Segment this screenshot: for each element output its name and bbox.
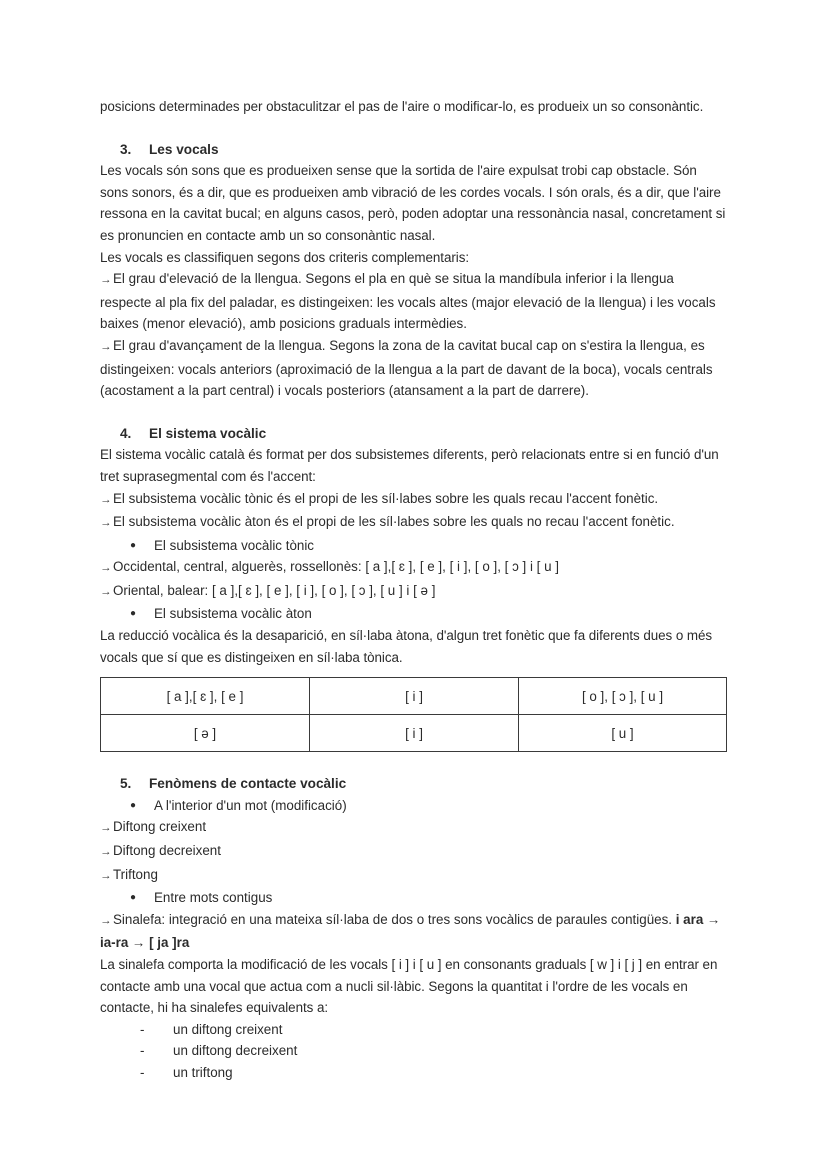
equivalence-text-1: un diftong creixent [173, 1021, 283, 1037]
sinalefa-definition [100, 909, 728, 954]
interior-text-1: Diftong creixent [113, 819, 207, 835]
section-number-3: 3. [120, 141, 132, 157]
section-title-5: Fenòmens de contacte vocàlic [149, 776, 347, 792]
document-body [100, 96, 728, 1084]
arrow-icon: → [100, 517, 112, 530]
arrow-icon: → [100, 869, 112, 882]
arrow-icon: → [100, 274, 112, 287]
spacer [100, 118, 728, 139]
bullet-icon: ● [130, 892, 137, 904]
equivalence-item-1 [100, 1019, 728, 1041]
arrow-icon: → [100, 846, 112, 859]
vowel-reduction-table [100, 677, 727, 752]
spacer [100, 752, 728, 773]
section-3-criteria-intro: Les vocals es classifiquen segons dos criteris complementaris: [100, 249, 470, 265]
arrow-icon: → [100, 585, 112, 598]
equivalence-text-3: un triftong [173, 1064, 233, 1080]
table-cell: [ ə ] [101, 715, 310, 752]
section-number-4: 4. [120, 425, 132, 441]
table-cell: [ i ] [310, 715, 519, 752]
subsystem-item-2 [100, 511, 728, 535]
sinalefa-example: i ara → ia-ra → [ ja ]ra [100, 911, 721, 951]
sinalefa-explanation: La sinalefa comporta la modificació de les vocals [ i ] i [ u ] en consonants graduals [ w ] i [ j ] en entrar en contacte amb una vocal que actua com a nucli sil·làbic. Segons la quantitat i l'ordre de les vocals en contacte, hi ha sinalefes equivalents a: [100, 957, 718, 1016]
bullet-between-words [100, 887, 728, 909]
criterion-text-1: El grau d'elevació de la llengua. Segons el pla en què se situa la mandíbula inferior i la llengua respecte al pla fix del paladar, es distingeixen: les vocals altes (major elevació de la llengua) i les vocals baixes (menor elevació), amb posicions graduals intermèdies. [100, 271, 716, 332]
bullet-tonic-subsystem [100, 535, 728, 557]
bullet-icon: ● [130, 539, 137, 551]
criterion-item-1 [100, 268, 728, 335]
bullet-interior-label: A l'interior d'un mot (modificació) [154, 797, 347, 813]
intro-paragraph: posicions determinades per obstaculitzar el pas de l'aire o modificar-lo, es produeix un so consonàntic. [100, 99, 704, 114]
bullet-icon: ● [130, 799, 137, 811]
section-title-4: El sistema vocàlic [149, 425, 267, 441]
bullet-interior-word [100, 795, 728, 817]
table-row [101, 678, 727, 715]
subsystem-item-1 [100, 488, 728, 512]
interior-item-2 [100, 840, 728, 864]
dialect-text-1: Occidental, central, alguerès, rossellonès: [ a ],[ ɛ ], [ e ], [ i ], [ o ], [ ɔ ] i [ u ] [113, 559, 559, 575]
interior-text-3: Triftong [113, 866, 158, 882]
section-heading-3 [100, 139, 728, 161]
table-cell: [ o ], [ ɔ ], [ u ] [519, 678, 727, 715]
subsystem-text-1: El subsistema vocàlic tònic és el propi de les síl·labes sobre les quals recau l'accent fonètic. [113, 490, 659, 506]
arrow-icon: → [100, 914, 112, 927]
equivalence-item-3 [100, 1062, 728, 1084]
subsystem-text-2: El subsistema vocàlic àton és el propi de les síl·labes sobre les quals no recau l'accent fonètic. [113, 514, 675, 530]
dialect-text-2: Oriental, balear: [ a ],[ ɛ ], [ e ], [ i ], [ o ], [ ɔ ], [ u ] i [ ə ] [113, 582, 436, 598]
dialect-line-1 [100, 556, 728, 580]
section-title-3: Les vocals [149, 141, 219, 157]
section-4-body: El sistema vocàlic català és format per dos subsistemes diferents, però relacionats entre si en funció d'un tret suprasegmental com és l'accent: [100, 447, 719, 484]
table-cell: [ a ],[ ɛ ], [ e ] [101, 678, 310, 715]
bullet-between-label: Entre mots contigus [154, 890, 273, 906]
dash-icon: - [140, 1043, 145, 1059]
bullet-tonic-label: El subsistema vocàlic tònic [154, 537, 315, 553]
sinalefa-text: Sinalefa: integració en una mateixa síl·laba de dos o tres sons vocàlics de paraules contigües. [113, 911, 676, 927]
bullet-aton-label: El subsistema vocàlic àton [154, 606, 312, 622]
equivalence-text-2: un diftong decreixent [173, 1043, 298, 1059]
table-cell: [ u ] [519, 715, 727, 752]
arrow-icon: → [100, 822, 112, 835]
arrow-icon: → [100, 493, 112, 506]
spacer [100, 402, 728, 423]
dash-icon: - [140, 1064, 145, 1080]
interior-text-2: Diftong decreixent [113, 843, 221, 859]
section-heading-4 [100, 423, 728, 445]
arrow-icon: → [100, 562, 112, 575]
bullet-icon: ● [130, 608, 137, 620]
bullet-aton-subsystem [100, 603, 728, 625]
criterion-text-2: El grau d'avançament de la llengua. Segons la zona de la cavitat bucal cap on s'estira la llengua, es distingeixen: vocals anteriors (aproximació de la llengua a la part de davant de la boca), vocals centrals (acostament a la part central) i vocals posteriors (atansament a la part de darrere). [100, 337, 713, 399]
criterion-item-2 [100, 335, 728, 402]
section-3-body: Les vocals són sons que es produeixen sense que la sortida de l'aire expulsat trobi cap obstacle. Són sons sonors, és a dir, que es produeixen amb vibració de les cordes vocals. I són orals, és a dir, que l'aire ressona en la cavitat bucal; en alguns casos, però, poden adoptar una ressonància nasal, concretament si es pronuncien en contacte amb un so consonàntic nasal. [100, 163, 726, 243]
reduction-paragraph: La reducció vocàlica és la desaparició, en síl·laba àtona, d'algun tret fonètic que fa diferents dues o més vocals que sí que es distingeixen en síl·laba tònica. [100, 628, 713, 665]
table-cell: [ i ] [310, 678, 519, 715]
dialect-line-2 [100, 580, 728, 604]
table-row [101, 715, 727, 752]
equivalence-item-2 [100, 1040, 728, 1062]
interior-item-1 [100, 816, 728, 840]
dash-icon: - [140, 1021, 145, 1037]
section-heading-5 [100, 773, 728, 795]
arrow-icon: → [100, 340, 112, 353]
section-number-5: 5. [120, 776, 132, 792]
interior-item-3 [100, 864, 728, 888]
